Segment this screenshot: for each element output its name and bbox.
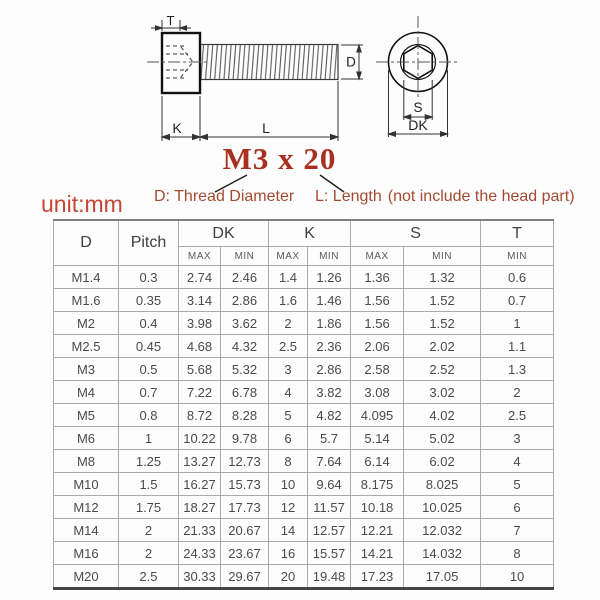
value-cell: 6.02 [404,450,481,473]
value-cell: 14 [269,519,308,542]
value-cell: 19.48 [308,565,351,589]
value-cell: 16.27 [179,473,221,496]
size-cell: M8 [54,450,119,473]
label-DK: DK [408,117,428,133]
value-cell: 4 [481,450,554,473]
value-cell: 1.4 [269,266,308,289]
value-cell: 12.57 [308,519,351,542]
value-cell: 4.68 [179,335,221,358]
subheader-k-max: MAX [269,247,308,266]
value-cell: 3.02 [404,381,481,404]
table-row [54,473,554,496]
value-cell: 1.26 [308,266,351,289]
subheader-s-max: MAX [351,247,404,266]
value-cell: 15.57 [308,542,351,565]
size-cell: M3 [54,358,119,381]
table-row [54,542,554,565]
value-cell: 6.78 [221,381,269,404]
value-cell: 20.67 [221,519,269,542]
value-cell: 0.45 [119,335,179,358]
value-cell: 4.02 [404,404,481,427]
unit-label: unit:mm [41,191,123,217]
value-cell: 0.3 [119,266,179,289]
label-K: K [172,120,182,136]
product-size-title: M3 x 20 [222,141,337,176]
value-cell: 0.7 [481,289,554,312]
value-cell: 1.6 [269,289,308,312]
value-cell: 9.78 [221,427,269,450]
value-cell: 4.82 [308,404,351,427]
value-cell: 8.025 [404,473,481,496]
value-cell: 1.86 [308,312,351,335]
value-cell: 12.032 [404,519,481,542]
value-cell: 1 [481,312,554,335]
value-cell: 18.27 [179,496,221,519]
value-cell: 2.36 [308,335,351,358]
value-cell: 12 [269,496,308,519]
size-cell: M6 [54,427,119,450]
value-cell: 3 [481,427,554,450]
label-T: T [166,13,175,28]
value-cell: 17.05 [404,565,481,589]
value-cell: 3 [269,358,308,381]
subheader-s-min: MIN [404,247,481,266]
value-cell: 24.33 [179,542,221,565]
value-cell: 1.36 [351,266,404,289]
value-cell: 8.175 [351,473,404,496]
value-cell: 2.86 [308,358,351,381]
value-cell: 23.67 [221,542,269,565]
value-cell: 5.14 [351,427,404,450]
value-cell: 6.14 [351,450,404,473]
value-cell: 4.095 [351,404,404,427]
value-cell: 29.67 [221,565,269,589]
size-cell: M14 [54,519,119,542]
size-cell: M16 [54,542,119,565]
screw-head [162,33,200,93]
value-cell: 2.58 [351,358,404,381]
value-cell: 20 [269,565,308,589]
table-row [54,496,554,519]
value-cell: 5.32 [221,358,269,381]
value-cell: 5.68 [179,358,221,381]
value-cell: 9.64 [308,473,351,496]
size-cell: M2 [54,312,119,335]
length-legend-label: L: Length [315,188,382,205]
value-cell: 2.5 [119,565,179,589]
label-D: D [346,54,356,70]
value-cell: 10 [481,565,554,589]
value-cell: 15.73 [221,473,269,496]
table-row [54,427,554,450]
table-row [54,358,554,381]
value-cell: 1.56 [351,289,404,312]
value-cell: 10 [269,473,308,496]
table-row [54,404,554,427]
value-cell: 0.6 [481,266,554,289]
value-cell: 3.14 [179,289,221,312]
label-L: L [262,120,270,136]
value-cell: 4.32 [221,335,269,358]
thread-diameter-legend: D: Thread Diameter [154,188,295,205]
value-cell: 6 [481,496,554,519]
value-cell: 2 [481,381,554,404]
size-cell: M5 [54,404,119,427]
value-cell: 1.3 [481,358,554,381]
value-cell: 3.08 [351,381,404,404]
value-cell: 10.22 [179,427,221,450]
value-cell: 12.73 [221,450,269,473]
value-cell: 0.4 [119,312,179,335]
label-S: S [413,100,423,115]
value-cell: 1.52 [404,289,481,312]
size-cell: M2.5 [54,335,119,358]
dimensions-table [53,219,554,590]
subheader-k-min: MIN [308,247,351,266]
value-cell: 8.28 [221,404,269,427]
value-cell: 7.64 [308,450,351,473]
value-cell: 3.62 [221,312,269,335]
value-cell: 17.23 [351,565,404,589]
value-cell: 14.032 [404,542,481,565]
value-cell: 4 [269,381,308,404]
value-cell: 6 [269,427,308,450]
value-cell: 0.35 [119,289,179,312]
value-cell: 1.56 [351,312,404,335]
value-cell: 5 [481,473,554,496]
value-cell: 0.7 [119,381,179,404]
value-cell: 12.21 [351,519,404,542]
value-cell: 1.32 [404,266,481,289]
value-cell: 2.02 [404,335,481,358]
value-cell: 0.8 [119,404,179,427]
value-cell: 2.06 [351,335,404,358]
value-cell: 2 [119,542,179,565]
value-cell: 17.73 [221,496,269,519]
value-cell: 1 [119,427,179,450]
col-header-k: K [269,220,351,247]
size-cell: M1.4 [54,266,119,289]
size-cell: M12 [54,496,119,519]
value-cell: 5.7 [308,427,351,450]
value-cell: 8 [481,542,554,565]
subheader-dk-max: MAX [179,247,221,266]
value-cell: 5.02 [404,427,481,450]
col-header-d: D [54,220,119,266]
table-row [54,519,554,542]
value-cell: 7.22 [179,381,221,404]
value-cell: 0.5 [119,358,179,381]
subheader-dk-min: MIN [221,247,269,266]
table-row [54,565,554,589]
value-cell: 2 [269,312,308,335]
value-cell: 1.46 [308,289,351,312]
value-cell: 1.75 [119,496,179,519]
screw-shaft [200,45,338,80]
table-row [54,335,554,358]
value-cell: 1.25 [119,450,179,473]
value-cell: 2.5 [269,335,308,358]
value-cell: 16 [269,542,308,565]
table-row [54,381,554,404]
value-cell: 2.86 [221,289,269,312]
value-cell: 2.74 [179,266,221,289]
size-cell: M10 [54,473,119,496]
value-cell: 5 [269,404,308,427]
value-cell: 11.57 [308,496,351,519]
value-cell: 8 [269,450,308,473]
value-cell: 1.1 [481,335,554,358]
table-row [54,266,554,289]
value-cell: 1.5 [119,473,179,496]
value-cell: 2.5 [481,404,554,427]
value-cell: 14.21 [351,542,404,565]
screw-diagram [0,0,600,215]
table-row [54,289,554,312]
size-cell: M20 [54,565,119,589]
table-row [54,312,554,335]
value-cell: 1.52 [404,312,481,335]
value-cell: 2.46 [221,266,269,289]
value-cell: 7 [481,519,554,542]
length-legend-note: (not include the head part) [387,188,575,205]
value-cell: 2.52 [404,358,481,381]
length-legend [315,188,575,206]
value-cell: 3.82 [308,381,351,404]
value-cell: 30.33 [179,565,221,589]
col-header-pitch: Pitch [119,220,179,266]
value-cell: 21.33 [179,519,221,542]
table-row [54,450,554,473]
screw-end-view [376,16,460,137]
col-header-t: T [481,220,554,247]
value-cell: 2 [119,519,179,542]
subheader-t-min: MIN [481,247,554,266]
value-cell: 8.72 [179,404,221,427]
col-header-dk: DK [179,220,269,247]
value-cell: 13.27 [179,450,221,473]
screw-side-view [147,13,363,141]
value-cell: 10.025 [404,496,481,519]
size-cell: M1.6 [54,289,119,312]
table-header-row [54,220,554,247]
size-cell: M4 [54,381,119,404]
value-cell: 3.98 [179,312,221,335]
col-header-s: S [351,220,481,247]
value-cell: 10.18 [351,496,404,519]
